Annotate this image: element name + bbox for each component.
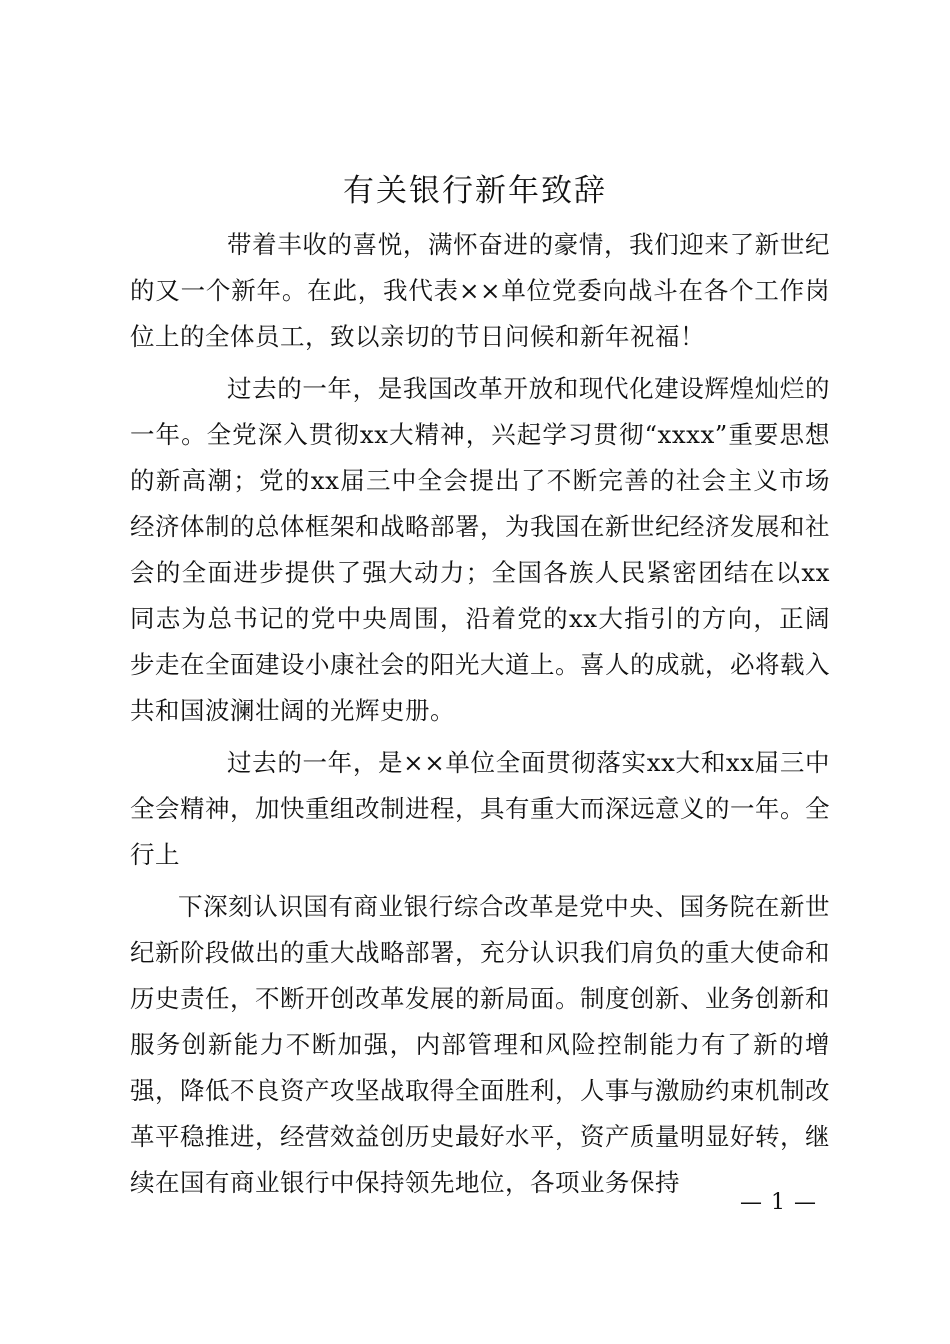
- document-title: 有关银行新年致辞: [343, 173, 607, 209]
- paragraph-greeting: 带着丰收的喜悦，满怀奋进的豪情，我们迎来了新世纪的又一个新年。在此，我代表××单位党委向战斗在各个工作岗位上的全体员工，致以亲切的节日问候和新年祝福！: [130, 230, 830, 351]
- paragraph-national-review: 过去的一年，是我国改革开放和现代化建设辉煌灿烂的一年。全党深入贯彻xx大精神，兴起学习贯彻“xxxx”重要思想的新高潮；党的xx届三中全会提出了不断完善的社会主义市场经济体制的总体框架和战略部署，为我国在新世纪经济发展和社会的全面进步提供了强大动力；全国各族人民紧密团结在以xx同志为总书记的党中央周围，沿着党的xx大指引的方向，正阔步走在全面建设小康社会的阳光大道上。喜人的成就，必将载入共和国波澜壮阔的光辉史册。: [130, 374, 830, 725]
- paragraph-unit-review: 过去的一年，是××单位全面贯彻落实xx大和xx届三中全会精神，加快重组改制进程，具有重大而深远意义的一年。全行上: [130, 748, 830, 869]
- document-body: [130, 222, 830, 1206]
- page-number: — 1 —: [740, 1190, 817, 1215]
- paragraph-reform-progress: 下深刻认识国有商业银行综合改革是党中央、国务院在新世纪新阶段做出的重大战略部署，充分认识我们肩负的重大使命和历史责任，不断开创改革发展的新局面。制度创新、业务创新和服务创新能力不断加强，内部管理和风险控制能力有了新的增强，降低不良资产攻坚战取得全面胜利，人事与激励约束机制改革平稳推进，经营效益创历史最好水平，资产质量明显好转，继续在国有商业银行中保持领先地位，各项业务保持: [130, 892, 830, 1197]
